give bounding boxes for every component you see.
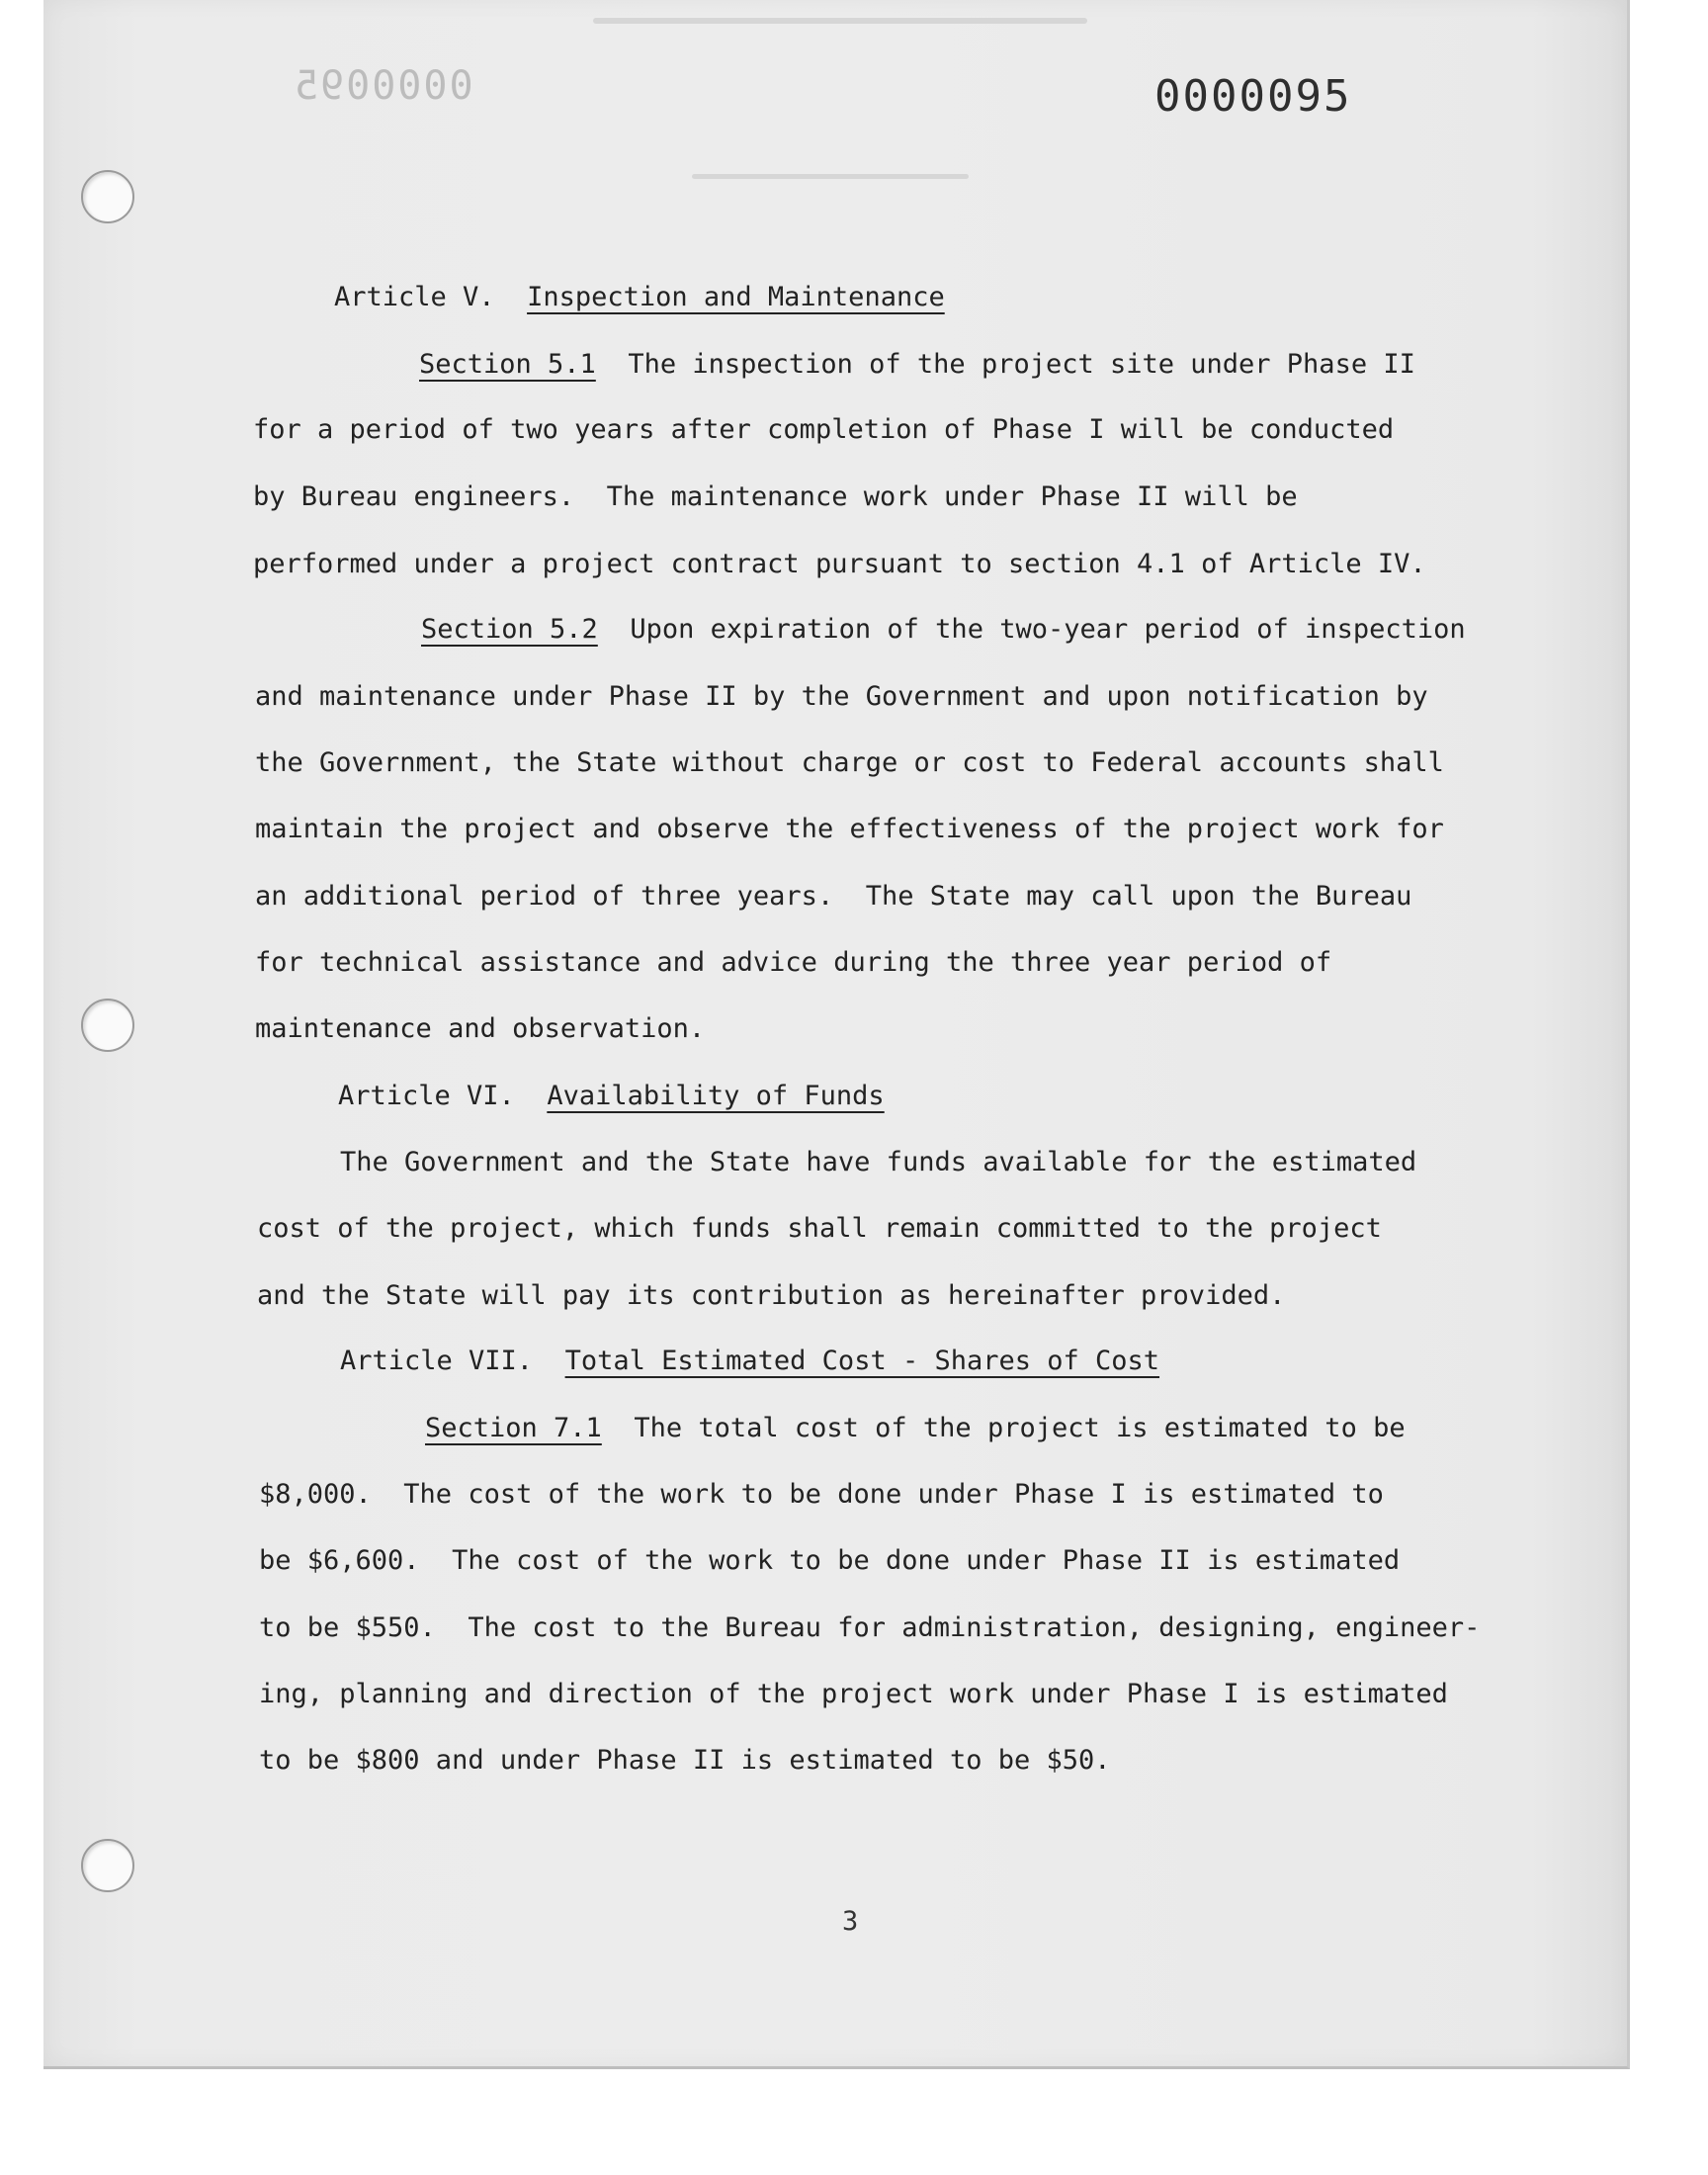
body-text-line: be $6,600. The cost of the work to be done under Phase II is estimated (259, 1545, 1401, 1576)
body-text-line: $8,000. The cost of the work to be done under Phase I is estimated to (259, 1479, 1384, 1510)
body-text-line: by Bureau engineers. The maintenance work under Phase II will be (253, 481, 1298, 512)
body-text-line: ing, planning and direction of the project work under Phase I is estimated (259, 1679, 1448, 1709)
body-text-line: performed under a project contract pursuant to section 4.1 of Article IV. (253, 549, 1426, 579)
bleed-through-stamp: 0000095 (293, 63, 473, 109)
body-text-line: an additional period of three years. The State may call upon the Bureau (255, 881, 1412, 912)
article-label: Article V. (334, 282, 495, 312)
body-text-line: maintain the project and observe the effectiveness of the project work for (255, 814, 1444, 844)
section-first-line (419, 348, 1415, 382)
section-first-line (421, 613, 1466, 647)
section-label: Section 5.1 (419, 349, 596, 380)
section-label: Section 5.2 (421, 614, 598, 645)
body-text-line: cost of the project, which funds shall remain committed to the project (257, 1213, 1382, 1244)
article-heading (334, 281, 945, 314)
article-label: Article VII. (340, 1346, 534, 1376)
body-text-line: The Government and the State have funds available for the estimated (340, 1147, 1417, 1177)
body-text-line: and the State will pay its contribution as hereinafter provided. (257, 1280, 1286, 1311)
body-text-line: the Government, the State without charge or cost to Federal accounts shall (255, 747, 1444, 778)
body-text-line: The total cost of the project is estimated to be (634, 1413, 1406, 1443)
body-text-line: maintenance and observation. (255, 1013, 706, 1044)
body-text-line: Upon expiration of the two-year period of inspection (630, 614, 1466, 645)
body-text-line: for a period of two years after completion of Phase I will be conducted (253, 414, 1395, 445)
article-label: Article VI. (338, 1081, 515, 1111)
article-title: Inspection and Maintenance (527, 282, 945, 312)
body-text-line: for technical assistance and advice during the three year period of (255, 947, 1332, 978)
section-first-line (425, 1412, 1406, 1445)
article-title: Total Estimated Cost - Shares of Cost (564, 1346, 1160, 1376)
body-text-line: and maintenance under Phase II by the Government and upon notification by (255, 681, 1428, 712)
body-text-line: The inspection of the project site under Phase II (628, 349, 1415, 380)
body-text-line: to be $800 and under Phase II is estimated to be $50. (259, 1745, 1111, 1776)
section-label: Section 7.1 (425, 1413, 602, 1443)
article-heading (338, 1080, 885, 1113)
page-number: 3 (842, 1906, 859, 1937)
document-number: 0000095 (1154, 71, 1352, 122)
article-heading (340, 1345, 1159, 1378)
body-text-line: to be $550. The cost to the Bureau for administration, designing, engineer- (259, 1612, 1481, 1643)
article-title: Availability of Funds (547, 1081, 885, 1111)
